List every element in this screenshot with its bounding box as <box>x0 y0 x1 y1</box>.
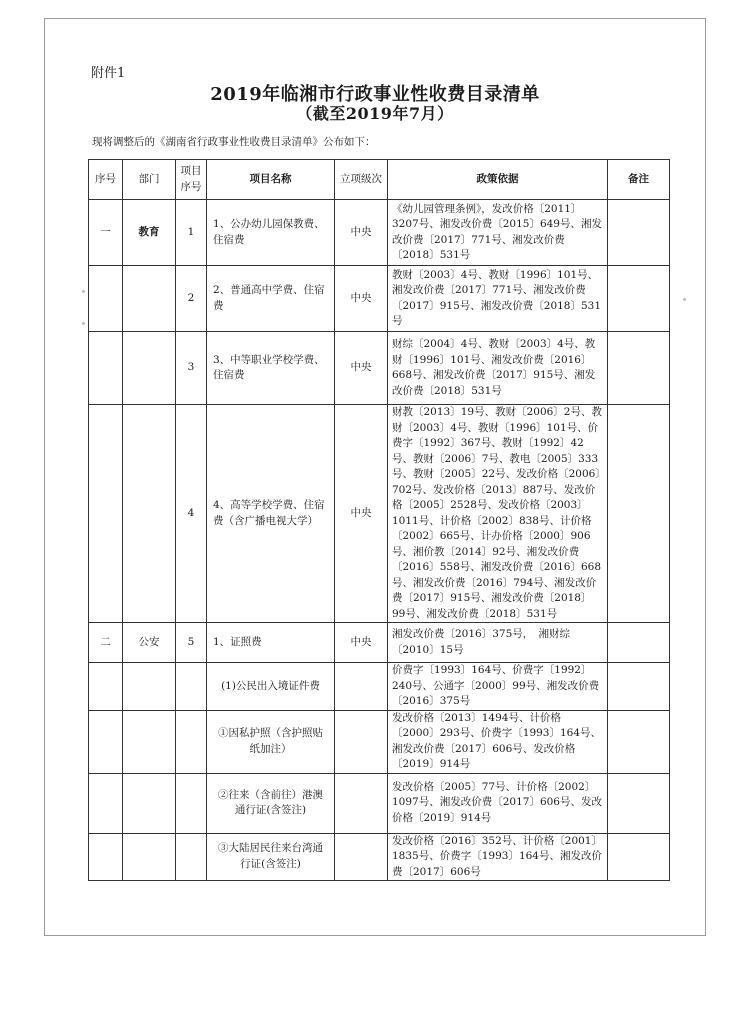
table-row <box>89 332 670 405</box>
row-level <box>335 833 388 881</box>
row-seq: 一 <box>89 200 123 266</box>
row-level <box>335 710 388 773</box>
row-item-seq <box>176 773 207 833</box>
row-basis: 《幼儿园管理条例》，发改价格〔2011〕3207号、湘发改价费〔2015〕649号、湘发改价费〔2017〕771号、湘发改价费〔2018〕531号 <box>388 200 608 266</box>
row-dept <box>123 773 176 833</box>
row-item-seq: 2 <box>176 266 207 332</box>
attachment-label: 附件1 <box>91 66 126 81</box>
row-note <box>608 710 670 773</box>
table-row <box>89 405 670 623</box>
row-dept <box>123 663 176 711</box>
row-note <box>608 623 670 663</box>
row-basis: 发改价格〔2005〕77号、计价格〔2002〕1097号、湘发改价费〔2017〕606号、发改价格〔2019〕914号 <box>388 773 608 833</box>
row-seq <box>89 663 123 711</box>
row-note <box>608 332 670 405</box>
scan-speck <box>683 298 686 301</box>
header-dept: 部门 <box>123 160 176 200</box>
row-level: 中央 <box>335 332 388 405</box>
row-basis: 湘发改价费〔2016〕375号， 湘财综〔2010〕15号 <box>388 623 608 663</box>
row-seq <box>89 332 123 405</box>
row-seq <box>89 405 123 623</box>
row-note <box>608 200 670 266</box>
row-item-seq <box>176 663 207 711</box>
row-item-seq: 3 <box>176 332 207 405</box>
row-item-name: ①因私护照（含护照贴纸加注） <box>207 710 335 773</box>
row-level: 中央 <box>335 200 388 266</box>
table-header-row <box>89 160 670 200</box>
fee-catalog-table <box>88 159 670 881</box>
row-basis: 教财〔2003〕4号、教财〔1996〕101号、湘发改价费〔2017〕771号、湘发改价费〔2017〕915号、湘发改价费〔2018〕531号 <box>388 266 608 332</box>
row-basis: 财教〔2013〕19号、教财〔2006〕2号、教财〔2003〕4号、教财〔1996〕101号、价费字〔1992〕367号、教财〔1992〕42号、教财〔2006〕7号、教电〔2005〕333号、教财〔2005〕22号、发改价格〔2006〕702号、发改价格〔2013〕887号、发改价格〔2005〕2528号、发改价格〔2003〕1011号、计价格〔2002〕838号、计价格〔2002〕665号、计办价格〔2000〕906号、湘价教〔2014〕92号、湘发改价费〔2016〕558号、湘发改价费〔2016〕668号、湘发改价费〔2016〕794号、湘发改价费〔2017〕915号、湘发改价费〔2018〕99号、湘发改价费〔2018〕531号 <box>388 405 608 623</box>
row-note <box>608 663 670 711</box>
row-seq <box>89 833 123 881</box>
row-item-name: 3、中等职业学校学费、住宿费 <box>207 332 335 405</box>
row-basis: 发改价格〔2016〕352号、计价格〔2001〕1835号、价费字〔1993〕164号、湘发改价费〔2017〕606号 <box>388 833 608 881</box>
row-dept <box>123 710 176 773</box>
row-item-seq: 1 <box>176 200 207 266</box>
row-note <box>608 773 670 833</box>
table-row <box>89 710 670 773</box>
row-item-name: 4、高等学校学费、住宿费（含广播电视大学） <box>207 405 335 623</box>
row-item-name: (1)公民出入境证件费 <box>207 663 335 711</box>
table-row <box>89 833 670 881</box>
row-item-seq: 4 <box>176 405 207 623</box>
row-level <box>335 663 388 711</box>
row-item-seq <box>176 833 207 881</box>
row-basis: 发改价格〔2013〕1494号、计价格〔2000〕293号、价费字〔1993〕164号、湘发改价费〔2017〕606号、发改价格〔2019〕914号 <box>388 710 608 773</box>
header-note: 备注 <box>608 160 670 200</box>
row-note <box>608 266 670 332</box>
row-dept <box>123 405 176 623</box>
row-dept <box>123 332 176 405</box>
row-level: 中央 <box>335 405 388 623</box>
row-basis: 价费字〔1993〕164号、价费字〔1992〕240号、公通字〔2000〕99号、湘发改价费〔2016〕375号 <box>388 663 608 711</box>
row-dept <box>123 266 176 332</box>
row-seq <box>89 710 123 773</box>
header-level: 立项级次 <box>335 160 388 200</box>
intro-text: 现将调整后的《湖南省行政事业性收费目录清单》公布如下： <box>92 136 376 148</box>
table-row <box>89 200 670 266</box>
table-row <box>89 623 670 663</box>
scan-speck <box>82 290 85 293</box>
row-item-seq: 5 <box>176 623 207 663</box>
row-seq <box>89 773 123 833</box>
row-dept: 教育 <box>123 200 176 266</box>
row-basis: 财综〔2004〕4号、教财〔2003〕4号、教财〔1996〕101号、湘发改价费〔2016〕668号、湘发改价费〔2017〕915号、湘发改价费〔2018〕531号 <box>388 332 608 405</box>
table-row <box>89 663 670 711</box>
header-item-name: 项目名称 <box>207 160 335 200</box>
header-item-seq: 项目序号 <box>176 160 207 200</box>
scan-speck <box>82 322 85 325</box>
row-note <box>608 405 670 623</box>
row-note <box>608 833 670 881</box>
row-seq <box>89 266 123 332</box>
table-row <box>89 773 670 833</box>
document-subtitle: （截至2019年7月） <box>296 104 454 123</box>
table-row <box>89 266 670 332</box>
row-level: 中央 <box>335 623 388 663</box>
row-dept: 公安 <box>123 623 176 663</box>
row-item-name: ③大陆居民往来台湾通行证(含签注) <box>207 833 335 881</box>
header-basis: 政策依据 <box>388 160 608 200</box>
row-item-seq <box>176 710 207 773</box>
row-item-name: 1、证照费 <box>207 623 335 663</box>
row-item-name: 1、公办幼儿园保教费、住宿费 <box>207 200 335 266</box>
header-seq: 序号 <box>89 160 123 200</box>
row-level <box>335 773 388 833</box>
row-level: 中央 <box>335 266 388 332</box>
document-title: 2019年临湘市行政事业性收费目录清单 <box>210 84 540 105</box>
row-item-name: 2、普通高中学费、住宿费 <box>207 266 335 332</box>
row-item-name: ②往来（含前往）港澳通行证(含签注) <box>207 773 335 833</box>
row-seq: 二 <box>89 623 123 663</box>
row-dept <box>123 833 176 881</box>
